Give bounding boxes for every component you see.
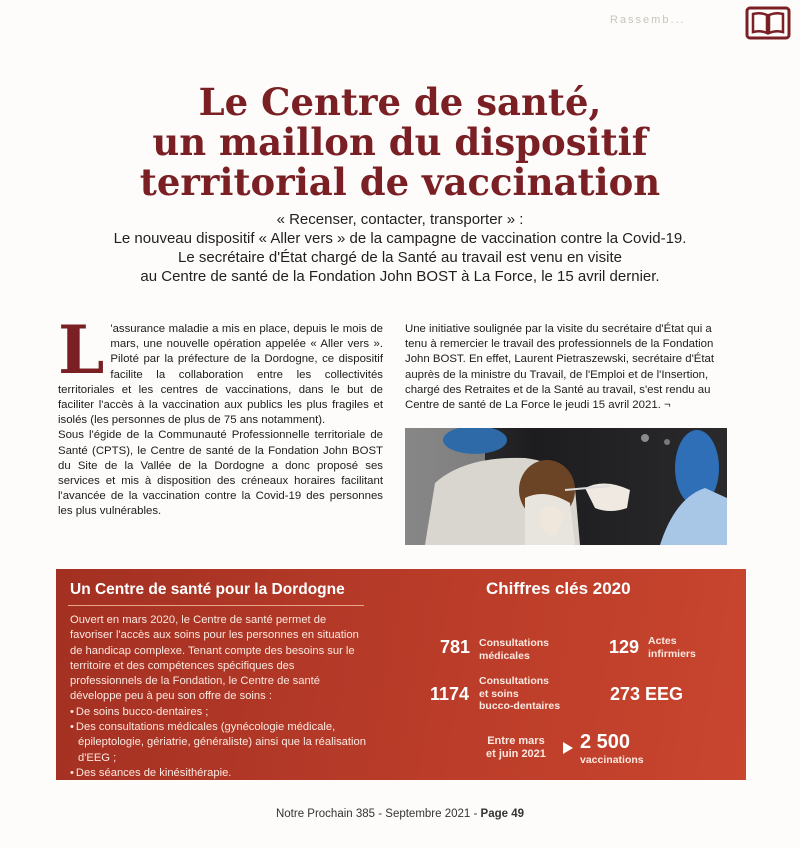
bullet-item: • Des séances de kinésithérapie. <box>78 766 368 781</box>
stat-number: 129 <box>609 637 640 657</box>
stat-number: 781 <box>440 637 471 657</box>
stat-label <box>479 637 549 662</box>
banner-text <box>70 613 368 781</box>
subtitle-line-2: Le nouveau dispositif « Aller vers » de la campagne de vaccination contre la Covid-19. <box>113 230 687 247</box>
book-icon <box>745 6 791 40</box>
stat-number: 273 EEG <box>610 684 684 704</box>
stat-label-line: infirmiers <box>648 647 696 660</box>
page-footer <box>0 808 800 820</box>
key-figures-banner <box>56 569 746 780</box>
stat-consultations-medicales <box>440 637 470 658</box>
stat-period <box>486 735 546 760</box>
stat-number: 1174 <box>430 684 470 704</box>
banner-intro: Ouvert en mars 2020, le Centre de santé permet de favoriser l'accès aux soins pour les personnes en situation de handicap complexe. Tenant compte des besoins sur le territoire et des compétences spécifiques des professionnels de la Fondation, le Centre de santé développe peu à peu son offre de soins : <box>70 614 359 703</box>
stat-label-line: Consultations <box>479 637 549 649</box>
banner-bullets <box>70 705 368 781</box>
paragraph-1: 'assurance maladie a mis en place, depuis le mois de mars, une nouvelle opération appelée « Aller vers ». Piloté par la préfecture de la Dordogne, ce dispositif facilite la collaboration entre les collectivités territoriales et les centres de vaccinations, dans le but de faciliter l'accès à la vaccination aux publics les plus fragiles et isolés (les personnes de plus de 75 ans notamment). <box>58 323 383 427</box>
stat-label-line: Consultations <box>479 675 549 687</box>
vaccination-photo <box>405 428 727 545</box>
stat-vaccinations <box>580 731 644 767</box>
subtitle-line-4: au Centre de santé de la Fondation John BOST à La Force, le 15 avril dernier. <box>140 268 660 285</box>
article-right-column <box>405 322 735 413</box>
stat-actes-infirmiers <box>609 637 639 658</box>
title-line-3: territorial de vaccination <box>139 160 661 204</box>
paragraph-2: Sous l'égide de la Communauté Professionnelle territoriale de Santé (CPTS), le Centre de santé de la Fondation John BOST du Site de la Vallée de la Dordogne a donc proposé ses services et mis à disposition des créneaux horaires facilitant l'avancée de la vaccination contre la Covid-19 des personnes les plus vulnérables. <box>58 429 383 518</box>
paragraph-3: Une initiative soulignée par la visite du secrétaire d'État qui a tenu à remercier le travail des professionnels de la Fondation John BOST. En effet, Laurent Pietraszewski, secrétaire d'État auprès de la ministre du Travail, de l'Emploi et de l'Insertion, chargé des Retraites et de la Santé au travail, s'est rendu au Centre de santé de La Force le jeudi 15 avril 2021. ¬ <box>405 323 715 412</box>
stat-label-line: médicales <box>479 649 530 662</box>
dropcap: L <box>58 311 105 389</box>
stat-label-line: Actes <box>648 635 677 647</box>
stat-label-line: vaccinations <box>580 754 644 766</box>
banner-left-title: Un Centre de santé pour la Dordogne <box>70 581 345 598</box>
bullet-item: • De soins bucco-dentaires ; <box>78 705 368 720</box>
arrow-right-icon <box>562 741 574 755</box>
stat-label <box>648 635 696 660</box>
header-ghost-text: Rassemb... <box>610 14 686 26</box>
banner-divider <box>68 605 364 606</box>
stat-eeg <box>610 684 683 705</box>
key-figures-title: Chiffres clés 2020 <box>486 579 631 598</box>
stat-bucco-dentaires <box>430 684 469 705</box>
stat-number: 2 500 <box>580 731 631 753</box>
page-title <box>80 82 720 202</box>
subtitle <box>40 210 760 286</box>
page-number: Page 49 <box>480 808 525 820</box>
stat-label-line: bucco-dentaires <box>479 700 561 712</box>
title-line-2: un maillon du dispositif <box>152 120 648 164</box>
title-line-1: Le Centre de santé, <box>198 80 602 124</box>
stat-label-line: et soins <box>479 687 519 700</box>
footer-text: Notre Prochain 385 - Septembre 2021 - <box>275 808 481 820</box>
stat-label <box>479 675 560 713</box>
stat-label-line: et juin 2021 <box>486 747 546 760</box>
article-left-column <box>58 311 383 520</box>
stat-label-line: Entre mars <box>487 735 545 747</box>
subtitle-line-3: Le secrétaire d'État chargé de la Santé au travail est venu en visite <box>178 249 622 266</box>
subtitle-line-1: « Recenser, contacter, transporter » : <box>276 211 524 228</box>
bullet-item: • Des consultations médicales (gynécologie médicale, épileptologie, gériatrie, généraliste) ainsi que la réalisation d'EEG ; <box>78 720 368 766</box>
